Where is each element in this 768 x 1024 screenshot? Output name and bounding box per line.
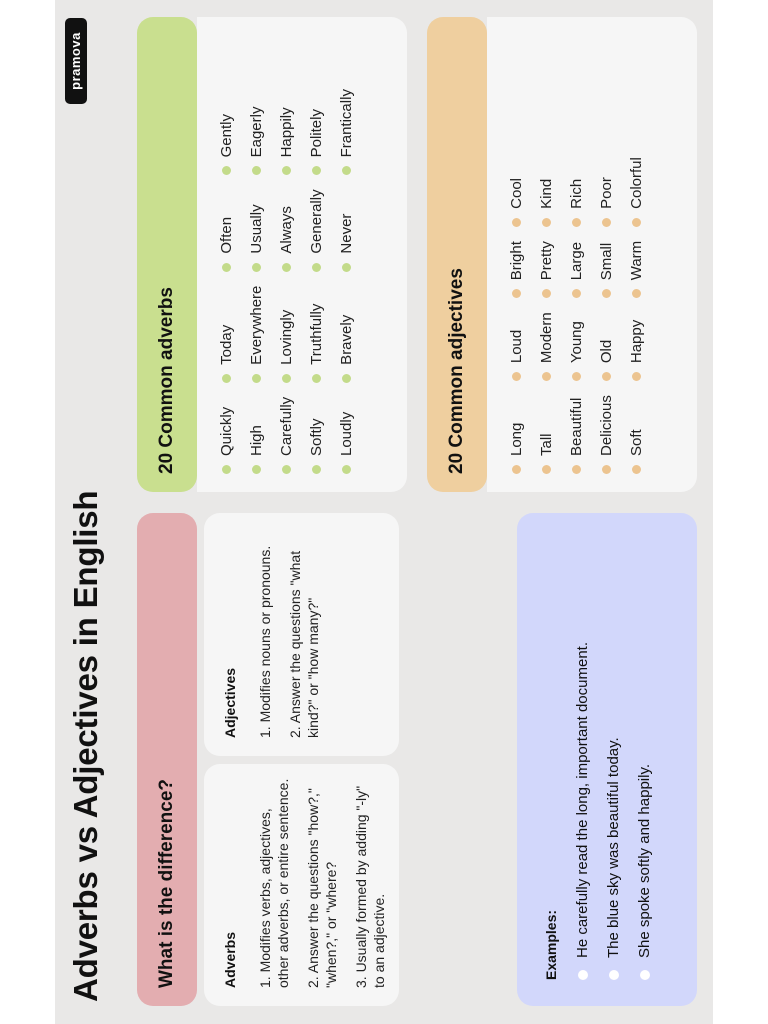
bullet-dot-icon — [342, 263, 351, 272]
adverb-word — [271, 397, 301, 474]
bullet-dot-icon — [312, 166, 321, 175]
bullet-dot-icon — [222, 166, 231, 175]
adjective-word-text: Warm — [627, 240, 645, 281]
bullet-dot-icon — [342, 374, 351, 383]
common-adverbs-grid — [211, 23, 393, 474]
bullet-dot-icon — [542, 465, 551, 474]
adverb-word-text: High — [247, 425, 265, 456]
bullet-dot-icon — [609, 970, 619, 980]
common-adjectives-card — [487, 17, 697, 492]
adverb-word — [211, 189, 241, 271]
adverb-word-text: Truthfully — [307, 303, 325, 365]
bullet-dot-icon — [640, 970, 650, 980]
adjective-word — [501, 157, 531, 227]
page-title: Adverbs vs Adjectives in English — [67, 490, 104, 1002]
example-text: She spoke softly and happily. — [636, 763, 653, 958]
adjective-word — [621, 312, 651, 381]
adverb-word-text: Bravely — [337, 314, 355, 365]
adjective-word — [501, 312, 531, 381]
adjective-word — [531, 312, 561, 381]
adjective-word-text: Happy — [627, 319, 645, 364]
bullet-dot-icon — [632, 218, 641, 227]
adverb-word — [241, 286, 271, 383]
bullet-dot-icon — [252, 374, 261, 383]
example-text: The blue sky was beautiful today. — [605, 737, 622, 958]
adverb-word — [331, 89, 361, 175]
bullet-dot-icon — [312, 465, 321, 474]
bullet-dot-icon — [312, 374, 321, 383]
adverb-word — [301, 189, 331, 271]
adjective-word — [531, 157, 561, 227]
adverb-word — [301, 397, 331, 474]
bullet-dot-icon — [252, 166, 261, 175]
adjective-word — [561, 312, 591, 381]
bullet-dot-icon — [632, 372, 641, 381]
bullet-dot-icon — [632, 465, 641, 474]
adjective-word — [591, 395, 621, 474]
bullet-dot-icon — [512, 218, 521, 227]
examples-list — [573, 642, 666, 980]
adjective-word-text: Old — [597, 339, 615, 364]
adjective-word — [621, 241, 651, 298]
bullet-dot-icon — [602, 218, 611, 227]
adverb-word — [241, 189, 271, 271]
adjective-word — [561, 395, 591, 474]
adjective-word-text: Young — [567, 321, 585, 364]
bullet-dot-icon — [572, 218, 581, 227]
bullet-dot-icon — [578, 970, 588, 980]
bullet-dot-icon — [572, 372, 581, 381]
adverb-word-text: Softly — [307, 418, 325, 456]
adverb-word — [271, 89, 301, 175]
brand-logo: pramova — [65, 18, 87, 104]
adverbs-card — [204, 764, 399, 1006]
adverb-word-text: Usually — [247, 204, 265, 254]
bullet-dot-icon — [282, 374, 291, 383]
bullet-dot-icon — [512, 465, 521, 474]
bullet-dot-icon — [572, 289, 581, 298]
adverb-word-text: Frantically — [337, 89, 355, 158]
adjectives-point: 1. Modifies nouns or pronouns. — [257, 545, 273, 738]
adverb-word-text: Today — [217, 324, 235, 365]
bullet-dot-icon — [542, 218, 551, 227]
adverbs-point: 1. Modifies verbs, adjectives, other adverbs, or entire sentence. — [257, 778, 291, 988]
adjective-word-text: Modern — [537, 312, 555, 364]
adverbs-points — [256, 774, 400, 988]
adjectives-card — [204, 513, 399, 756]
bullet-dot-icon — [312, 263, 321, 272]
adverb-word — [271, 189, 301, 271]
adjective-word-text: Tall — [537, 433, 555, 456]
bullet-dot-icon — [222, 374, 231, 383]
adverb-word-text: Happily — [277, 107, 295, 158]
adjective-word — [591, 312, 621, 381]
adverb-word — [331, 286, 361, 383]
adverb-word-text: Eagerly — [247, 106, 265, 158]
common-adverbs-card — [197, 17, 407, 492]
examples-title: Examples: — [543, 909, 559, 980]
adjective-word — [501, 241, 531, 298]
bullet-dot-icon — [632, 289, 641, 298]
bullet-dot-icon — [222, 465, 231, 474]
adjective-word-text: Long — [507, 422, 525, 456]
examples-card — [517, 513, 697, 1006]
adverb-word — [301, 286, 331, 383]
adjectives-point: 2. Answer the questions "what kind?" or "how many?" — [287, 550, 321, 738]
adjective-word — [561, 241, 591, 298]
adverb-word — [241, 397, 271, 474]
infographic-sheet — [55, 0, 713, 1024]
adjective-word-text: Beautiful — [567, 397, 585, 456]
bullet-dot-icon — [282, 465, 291, 474]
adjectives-points — [256, 523, 334, 738]
bullet-dot-icon — [342, 166, 351, 175]
bullet-dot-icon — [342, 465, 351, 474]
example-text: He carefully read the long, important document. — [574, 641, 591, 958]
adverb-word-text: Never — [337, 213, 355, 254]
adverb-word — [271, 286, 301, 383]
bullet-dot-icon — [512, 372, 521, 381]
adjective-word-text: Rich — [567, 178, 585, 209]
adjective-word-text: Delicious — [597, 395, 615, 456]
adverb-word-text: Often — [217, 216, 235, 254]
bullet-dot-icon — [542, 289, 551, 298]
adverb-word-text: Politely — [307, 109, 325, 158]
adverb-word-text: Loudly — [337, 411, 355, 456]
adjective-word-text: Colorful — [627, 157, 645, 209]
adverb-word-text: Always — [277, 206, 295, 254]
example-item — [573, 642, 593, 980]
adverbs-point: 2. Answer the questions "how?," "when?," or "where? — [305, 788, 339, 988]
bullet-dot-icon — [252, 263, 261, 272]
adverb-word-text: Carefully — [277, 396, 295, 456]
adjective-word — [531, 241, 561, 298]
bullet-dot-icon — [512, 289, 521, 298]
adjective-word-text: Loud — [507, 329, 525, 364]
adverb-word-text: Everywhere — [247, 285, 265, 365]
bullet-dot-icon — [542, 372, 551, 381]
adverb-word — [241, 89, 271, 175]
bullet-dot-icon — [252, 465, 261, 474]
adverb-word-text: Gently — [217, 114, 235, 158]
adverb-word — [211, 397, 241, 474]
example-item — [604, 642, 624, 980]
adjective-word — [561, 157, 591, 227]
bullet-dot-icon — [572, 465, 581, 474]
adjective-word — [591, 157, 621, 227]
adjective-word-text: Cool — [507, 177, 525, 209]
adjective-word-text: Large — [567, 241, 585, 281]
adjective-word-text: Poor — [597, 177, 615, 209]
adjective-word — [591, 241, 621, 298]
adverb-word-text: Generally — [307, 189, 325, 254]
adjective-word-text: Pretty — [537, 241, 555, 281]
adjective-word-text: Kind — [537, 178, 555, 209]
difference-heading: What is the difference? — [137, 513, 197, 1006]
adverb-word-text: Lovingly — [277, 309, 295, 365]
adjective-word-text: Small — [597, 242, 615, 281]
adjective-word — [621, 395, 651, 474]
adjective-word — [621, 157, 651, 227]
example-item — [635, 642, 655, 980]
adverb-word — [301, 89, 331, 175]
adverbs-point: 3. Usually formed by adding "-ly" to an adjective. — [353, 785, 387, 988]
common-adverbs-heading: 20 Common adverbs — [137, 17, 197, 492]
adverb-word — [331, 397, 361, 474]
adverb-word — [211, 89, 241, 175]
adverb-word — [211, 286, 241, 383]
bullet-dot-icon — [602, 289, 611, 298]
bullet-dot-icon — [602, 372, 611, 381]
adjective-word-text: Bright — [507, 241, 525, 281]
infographic-content — [55, 0, 713, 1024]
adjective-word-text: Soft — [627, 429, 645, 456]
adjective-word — [501, 395, 531, 474]
common-adjectives-heading: 20 Common adjectives — [427, 17, 487, 492]
adverb-word — [331, 189, 361, 271]
bullet-dot-icon — [222, 263, 231, 272]
bullet-dot-icon — [282, 166, 291, 175]
adjectives-card-title: Adjectives — [222, 667, 238, 738]
bullet-dot-icon — [282, 263, 291, 272]
common-adjectives-grid — [501, 23, 683, 474]
adverb-word-text: Quickly — [217, 406, 235, 456]
adverbs-card-title: Adverbs — [222, 931, 238, 988]
adjective-word — [531, 395, 561, 474]
bullet-dot-icon — [602, 465, 611, 474]
